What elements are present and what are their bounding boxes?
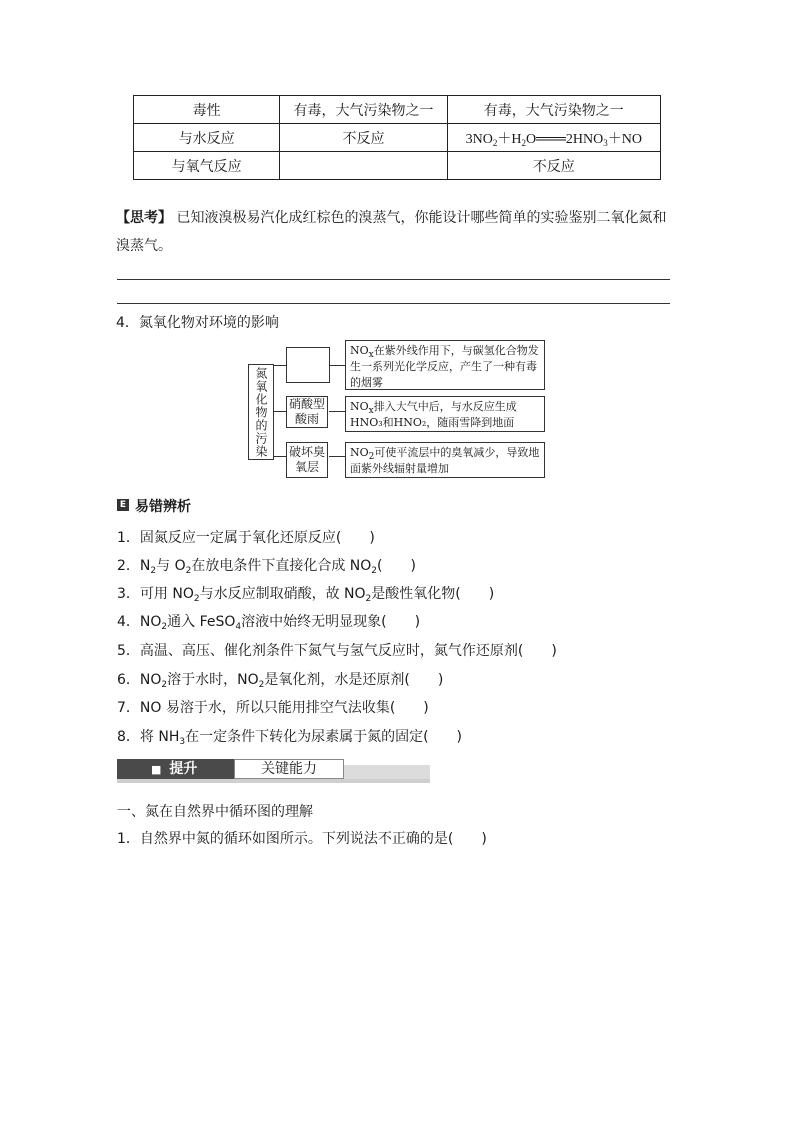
item-text: 5．高温、高压、催化剂条件下氮气与氢气反应时，氮气作还原剂( ) [117, 643, 557, 659]
item-text: 是酸性氧化物( ) [371, 586, 495, 602]
item-text: 3．可用 NO [117, 586, 194, 602]
list-item [117, 726, 462, 746]
item-text: 与水反应制取硝酸，故 NO [199, 586, 366, 602]
connector-line [329, 411, 345, 412]
subscript: 4 [235, 622, 242, 632]
table-cell [280, 152, 447, 180]
part-heading: 一、氮在自然界中循环图的理解 [117, 804, 313, 820]
pollution-diagram [244, 338, 550, 480]
subscript: 2 [521, 137, 526, 148]
subscript: 2 [150, 566, 157, 576]
subscript: 2 [161, 622, 168, 632]
item-text: 是氧化剂，水是还原剂( ) [264, 672, 444, 688]
connector-line [329, 456, 345, 457]
banner-tail [344, 765, 430, 779]
list-item [117, 555, 416, 575]
properties-table [133, 95, 661, 180]
list-item [117, 697, 429, 717]
item-text: 与 O [156, 558, 186, 574]
diagram-root: 氮氧化物的污染 [248, 364, 274, 460]
connector-line [273, 411, 287, 412]
branch-label-blank [286, 347, 330, 383]
error-section-icon: E [117, 499, 129, 511]
item-text: 溶液中始终无明显现象( ) [241, 614, 421, 630]
list-item [117, 611, 420, 631]
table-cell: 毒性 [134, 96, 280, 124]
answer-line[interactable] [117, 279, 670, 280]
item-text: 6．NO [117, 672, 162, 688]
table-row [134, 124, 661, 152]
item-text: 在一定条件下转化为尿素属于氮的固定( ) [185, 729, 463, 745]
list-item [117, 640, 557, 660]
subscript: 2 [161, 680, 168, 690]
connector-line [273, 365, 287, 366]
subscript: x [368, 350, 374, 360]
desc-text: 可使平流层中的臭氧减少，导致地面紫外线辐射量增加 [350, 446, 540, 475]
think-tag: 【思考】 [116, 210, 172, 226]
subscript: 2 [368, 452, 375, 462]
branch-description [345, 396, 545, 432]
answer-line[interactable] [117, 303, 670, 304]
banner-stripe [117, 779, 430, 783]
section-banner [117, 757, 430, 783]
item-text: 4．NO [117, 614, 162, 630]
branch-description [345, 442, 545, 478]
item-text: 8．将 NH [117, 729, 180, 745]
desc-text: NO [350, 400, 369, 413]
subscript: 2 [371, 566, 378, 576]
equation-part: 3NO [465, 131, 493, 147]
list-item [117, 527, 375, 547]
list-item [117, 669, 443, 689]
connector-line [273, 456, 287, 457]
think-text: 已知液溴极易汽化成红棕色的溴蒸气，你能设计哪些简单的实验鉴别二氧化氮和溴蒸气。 [116, 210, 667, 254]
question-text: 1．自然界中氮的循环如图所示。下列说法不正确的是( ) [117, 831, 487, 847]
desc-text: NO [350, 344, 369, 357]
think-paragraph [116, 204, 676, 260]
table-cell: 与氧气反应 [134, 152, 280, 180]
desc-text: NO [350, 446, 369, 459]
connector-line [329, 365, 345, 366]
equation-part: O═══2HNO [526, 131, 604, 147]
desc-text: 在紫外线作用下，与碳氢化合物发生一系列光化学反应，产生了一种有毒的烟雾 [350, 344, 539, 389]
equation-part: ＋NO [607, 131, 642, 147]
subscript: 2 [492, 137, 498, 148]
square-icon: ■ [151, 763, 162, 776]
item-text: ( ) [377, 558, 416, 574]
subscript: 2 [193, 594, 200, 604]
error-section-title: 易错辨析 [135, 499, 191, 515]
item-text: 2．N [117, 558, 151, 574]
subscript: 3 [603, 137, 608, 148]
item-text: 通入 FeSO [167, 614, 236, 630]
banner-main [117, 759, 234, 779]
subscript: 2 [365, 594, 372, 604]
subscript: 2 [258, 680, 265, 690]
table-cell: 与水反应 [134, 124, 280, 152]
item-text: 1．固氮反应一定属于氧化还原反应( ) [117, 530, 375, 546]
table-cell: 有毒，大气污染物之一 [280, 96, 447, 124]
banner-left-label: 提升 [169, 761, 198, 777]
equation-part: ＋H [497, 131, 522, 147]
item-text: 溶于水时，NO [167, 672, 259, 688]
branch-description [345, 340, 545, 390]
table-row [134, 152, 661, 180]
list-item [117, 583, 494, 603]
table-cell: 不反应 [280, 124, 447, 152]
subscript: x [368, 406, 374, 416]
equation-cell [447, 124, 660, 152]
table-cell: 不反应 [447, 152, 660, 180]
desc-text: 排入大气中后，与水反应生成HNO₃和HNO₂，随雨雪降到地面 [350, 400, 517, 429]
subscript: 2 [185, 566, 192, 576]
item-text: 7．NO 易溶于水，所以只能用排空气法收集( ) [117, 700, 429, 716]
branch-label-acid-rain: 硝酸型酸雨 [286, 396, 328, 428]
banner-right-label: 关键能力 [234, 759, 344, 779]
subscript: 3 [179, 737, 186, 747]
item-text: 在放电条件下直接化合成 NO [191, 558, 372, 574]
table-cell: 有毒，大气污染物之一 [447, 96, 660, 124]
branch-label-ozone: 破坏臭氧层 [286, 442, 328, 478]
table-row [134, 96, 661, 124]
section-heading: 4．氮氧化物对环境的影响 [116, 315, 279, 331]
